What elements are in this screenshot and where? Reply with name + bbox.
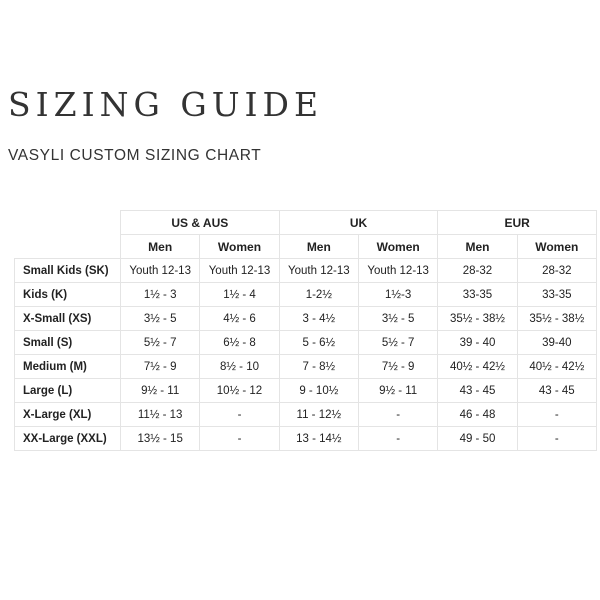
table-cell: Youth 12-13 [358, 259, 437, 283]
table-cell: 40½ - 42½ [438, 355, 517, 379]
table-cell: 46 - 48 [438, 403, 517, 427]
row-label: X-Large (XL) [15, 403, 121, 427]
table-cell: 9½ - 11 [358, 379, 437, 403]
region-header-eur: EUR [438, 211, 597, 235]
table-cell: 35½ - 38½ [517, 307, 596, 331]
table-row [15, 307, 597, 331]
table-cell: Youth 12-13 [121, 259, 200, 283]
page-title: SIZING GUIDE [8, 85, 324, 124]
table-cell: 4½ - 6 [200, 307, 279, 331]
row-label: X-Small (XS) [15, 307, 121, 331]
row-label: Medium (M) [15, 355, 121, 379]
table-cell: 11 - 12½ [279, 403, 358, 427]
gender-header: Women [517, 235, 596, 259]
row-label: Small (S) [15, 331, 121, 355]
table-cell: 9 - 10½ [279, 379, 358, 403]
table-cell: 13 - 14½ [279, 427, 358, 451]
table-cell: - [358, 427, 437, 451]
table-row [15, 331, 597, 355]
table-cell: 1-2½ [279, 283, 358, 307]
table-cell: 11½ - 13 [121, 403, 200, 427]
table-cell: 33-35 [438, 283, 517, 307]
table-cell: 1½-3 [358, 283, 437, 307]
row-label: Large (L) [15, 379, 121, 403]
table-cell: 9½ - 11 [121, 379, 200, 403]
table-cell: 6½ - 8 [200, 331, 279, 355]
row-label: Kids (K) [15, 283, 121, 307]
table-cell: Youth 12-13 [200, 259, 279, 283]
gender-header: Men [121, 235, 200, 259]
gender-header: Women [358, 235, 437, 259]
table-cell: 7½ - 9 [358, 355, 437, 379]
table-cell: - [517, 427, 596, 451]
sizing-chart-table [14, 210, 597, 451]
gender-header: Men [438, 235, 517, 259]
table-cell: 28-32 [438, 259, 517, 283]
table-cell: 5½ - 7 [358, 331, 437, 355]
table-cell: 5½ - 7 [121, 331, 200, 355]
region-header-uk: UK [279, 211, 438, 235]
table-cell: - [200, 403, 279, 427]
region-header-us-aus: US & AUS [121, 211, 280, 235]
table-cell: 49 - 50 [438, 427, 517, 451]
table-row [15, 355, 597, 379]
table-cell: 28-32 [517, 259, 596, 283]
table-cell: 1½ - 3 [121, 283, 200, 307]
table-cell: 7½ - 9 [121, 355, 200, 379]
table-cell: - [517, 403, 596, 427]
row-label: Small Kids (SK) [15, 259, 121, 283]
table-cell: 43 - 45 [517, 379, 596, 403]
table-row [15, 283, 597, 307]
row-label: XX-Large (XXL) [15, 427, 121, 451]
table-cell: 7 - 8½ [279, 355, 358, 379]
table-cell: 3 - 4½ [279, 307, 358, 331]
table-row [15, 379, 597, 403]
table-row [15, 427, 597, 451]
table-row [15, 403, 597, 427]
table-cell: Youth 12-13 [279, 259, 358, 283]
table-cell: 5 - 6½ [279, 331, 358, 355]
gender-header: Women [200, 235, 279, 259]
table-cell: 3½ - 5 [358, 307, 437, 331]
table-cell: 43 - 45 [438, 379, 517, 403]
region-header-row [15, 211, 597, 235]
table-cell: 35½ - 38½ [438, 307, 517, 331]
table-cell: 39 - 40 [438, 331, 517, 355]
table-row [15, 259, 597, 283]
table-cell: 13½ - 15 [121, 427, 200, 451]
gender-header: Men [279, 235, 358, 259]
table-cell: 10½ - 12 [200, 379, 279, 403]
table-cell: 33-35 [517, 283, 596, 307]
table-cell: 40½ - 42½ [517, 355, 596, 379]
table-cell: 39-40 [517, 331, 596, 355]
page-subtitle: VASYLI CUSTOM SIZING CHART [8, 147, 262, 164]
table-cell: 3½ - 5 [121, 307, 200, 331]
table-cell: 1½ - 4 [200, 283, 279, 307]
table-cell: 8½ - 10 [200, 355, 279, 379]
header-corner [15, 211, 121, 259]
table-cell: - [200, 427, 279, 451]
table-cell: - [358, 403, 437, 427]
